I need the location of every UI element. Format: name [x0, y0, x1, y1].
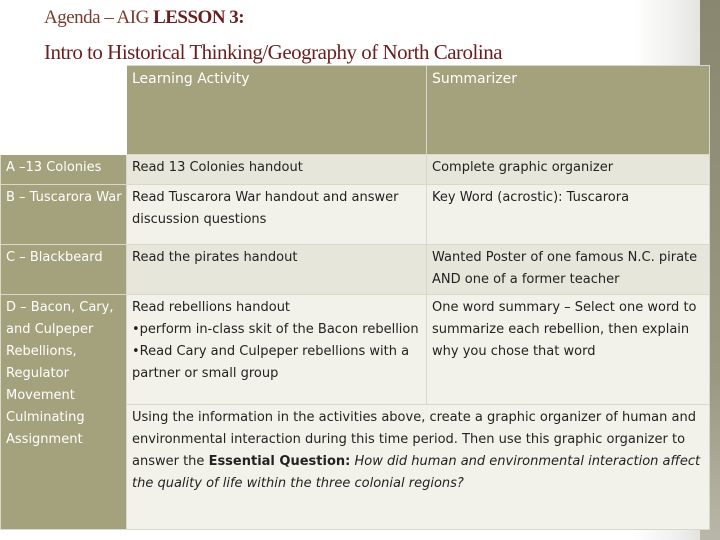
table-row [1, 185, 710, 245]
row-activity [127, 295, 427, 405]
row-label-rebellions: D – Bacon, Cary, and Culpeper Rebellions, Regulator Movement [6, 300, 114, 403]
row-summarizer: Complete graphic organizer [427, 155, 710, 185]
row-activity: Read Tuscarora War handout and answer discussion questions [127, 185, 427, 245]
title-prefix: Agenda – AIG [44, 7, 154, 28]
row-label-culminating: Culminating Assignment [6, 410, 85, 447]
row-label: A –13 Colonies [1, 155, 127, 185]
essential-question-label: Essential Question: [208, 454, 351, 469]
row-label: B – Tuscarora War [1, 185, 127, 245]
table-row [1, 245, 710, 295]
table-row [1, 155, 710, 185]
title-line-1 [44, 4, 684, 32]
table-row [1, 295, 710, 405]
row-summarizer: Wanted Poster of one famous N.C. pirate AND one of a former teacher [427, 245, 710, 295]
activity-line: Read rebellions handout [132, 300, 291, 315]
header-blank-cell [1, 66, 127, 155]
table-header-row [1, 66, 710, 155]
row-activity: Read 13 Colonies handout [127, 155, 427, 185]
slide-title [44, 4, 684, 66]
agenda-table [0, 65, 710, 530]
activity-line: •Read Cary and Culpeper rebellions with a partner or small group [132, 344, 410, 381]
row-label: C – Blackbeard [1, 245, 127, 295]
row-summarizer: One word summary – Select one word to summarize each rebellion, then explain why you chose that word [427, 295, 710, 405]
header-learning-activity: Learning Activity [127, 66, 427, 155]
essential-question-text: How did human and environmental interaction affect the quality of life within the three colonial regions? [132, 454, 701, 491]
row-summarizer: Key Word (acrostic): Tuscarora [427, 185, 710, 245]
title-line-2: Intro to Historical Thinking/Geography of North Carolina [44, 40, 503, 64]
row-activity: Read the pirates handout [127, 245, 427, 295]
culminating-text [127, 405, 710, 530]
title-lesson: LESSON 3: [153, 7, 245, 28]
header-summarizer: Summarizer [427, 66, 710, 155]
row-label [1, 295, 127, 530]
activity-line: •perform in-class skit of the Bacon rebellion [132, 322, 419, 337]
culminating-plain: Using the information in the activities above, create a graphic organizer of human and environmental interaction during this time period. Then use this graphic organizer to answer the [132, 410, 696, 469]
